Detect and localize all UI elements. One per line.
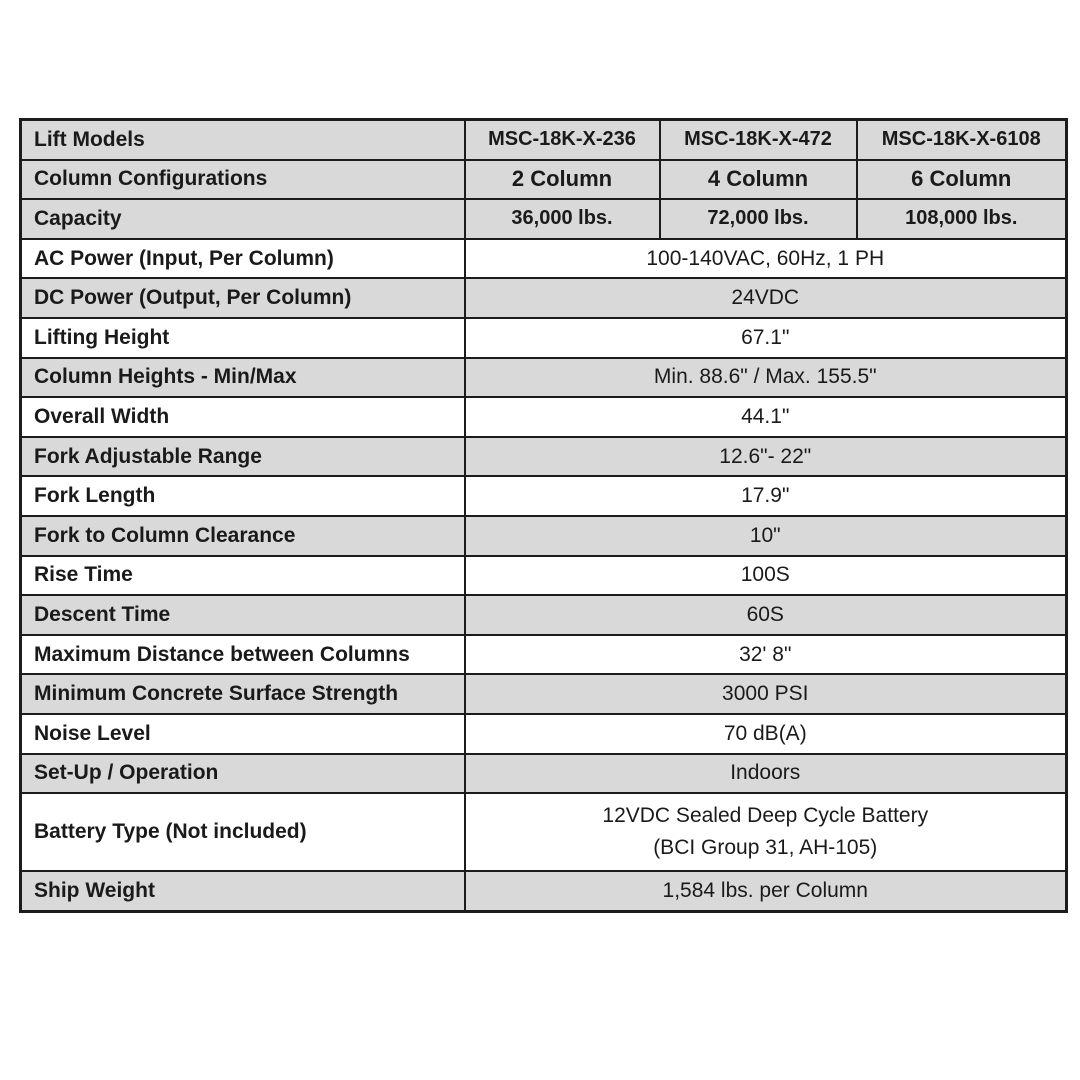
spec-row: [21, 754, 1067, 794]
row-label: Column Heights - Min/Max: [21, 358, 465, 398]
row-value: Indoors: [465, 754, 1067, 794]
row-value: 17.9": [465, 476, 1067, 516]
row-label: DC Power (Output, Per Column): [21, 278, 465, 318]
row-value: 70 dB(A): [465, 714, 1067, 754]
config-2: 2 Column: [465, 160, 660, 200]
model-236: MSC-18K-X-236: [465, 120, 660, 160]
row-value: 24VDC: [465, 278, 1067, 318]
row-lift-models: [21, 120, 1067, 160]
spec-row: [21, 437, 1067, 477]
row-label: Fork to Column Clearance: [21, 516, 465, 556]
row-capacity: [21, 199, 1067, 239]
spec-table: [19, 118, 1068, 913]
spec-row: [21, 516, 1067, 556]
battery-line-2: (BCI Group 31, AH-105): [653, 836, 878, 860]
spec-row: [21, 397, 1067, 437]
row-label: Lift Models: [21, 120, 465, 160]
row-label: Minimum Concrete Surface Strength: [21, 674, 465, 714]
row-ship-weight: [21, 871, 1067, 911]
config-4: 4 Column: [660, 160, 857, 200]
row-label: AC Power (Input, Per Column): [21, 239, 465, 279]
spec-row: [21, 318, 1067, 358]
capacity-236: 36,000 lbs.: [465, 199, 660, 239]
row-battery-type: [21, 793, 1067, 871]
battery-value: [465, 793, 1067, 871]
row-value: 10": [465, 516, 1067, 556]
row-value: 3000 PSI: [465, 674, 1067, 714]
row-label: Maximum Distance between Columns: [21, 635, 465, 675]
spec-row: [21, 556, 1067, 596]
row-label: Descent Time: [21, 595, 465, 635]
row-value: 60S: [465, 595, 1067, 635]
spec-row: [21, 714, 1067, 754]
spec-row: [21, 674, 1067, 714]
row-label: Set-Up / Operation: [21, 754, 465, 794]
row-label: Capacity: [21, 199, 465, 239]
spec-row: [21, 278, 1067, 318]
model-6108: MSC-18K-X-6108: [857, 120, 1067, 160]
row-value: 100-140VAC, 60Hz, 1 PH: [465, 239, 1067, 279]
row-column-configurations: [21, 160, 1067, 200]
row-label: Fork Adjustable Range: [21, 437, 465, 477]
spec-row: [21, 476, 1067, 516]
row-value: 100S: [465, 556, 1067, 596]
row-value: 67.1": [465, 318, 1067, 358]
row-label: Overall Width: [21, 397, 465, 437]
config-6: 6 Column: [857, 160, 1067, 200]
capacity-472: 72,000 lbs.: [660, 199, 857, 239]
row-label: Battery Type (Not included): [21, 793, 465, 871]
row-label: Lifting Height: [21, 318, 465, 358]
row-value: 12.6"- 22": [465, 437, 1067, 477]
spec-row: [21, 595, 1067, 635]
spec-row: [21, 239, 1067, 279]
spec-row: [21, 358, 1067, 398]
model-472: MSC-18K-X-472: [660, 120, 857, 160]
spec-row: [21, 635, 1067, 675]
row-label: Rise Time: [21, 556, 465, 596]
row-label: Noise Level: [21, 714, 465, 754]
capacity-6108: 108,000 lbs.: [857, 199, 1067, 239]
row-value: 32' 8": [465, 635, 1067, 675]
row-value: 1,584 lbs. per Column: [465, 871, 1067, 911]
row-value: Min. 88.6" / Max. 155.5": [465, 358, 1067, 398]
row-label: Column Configurations: [21, 160, 465, 200]
battery-line-1: 12VDC Sealed Deep Cycle Battery: [602, 804, 929, 828]
row-label: Ship Weight: [21, 871, 465, 911]
row-value: 44.1": [465, 397, 1067, 437]
row-label: Fork Length: [21, 476, 465, 516]
